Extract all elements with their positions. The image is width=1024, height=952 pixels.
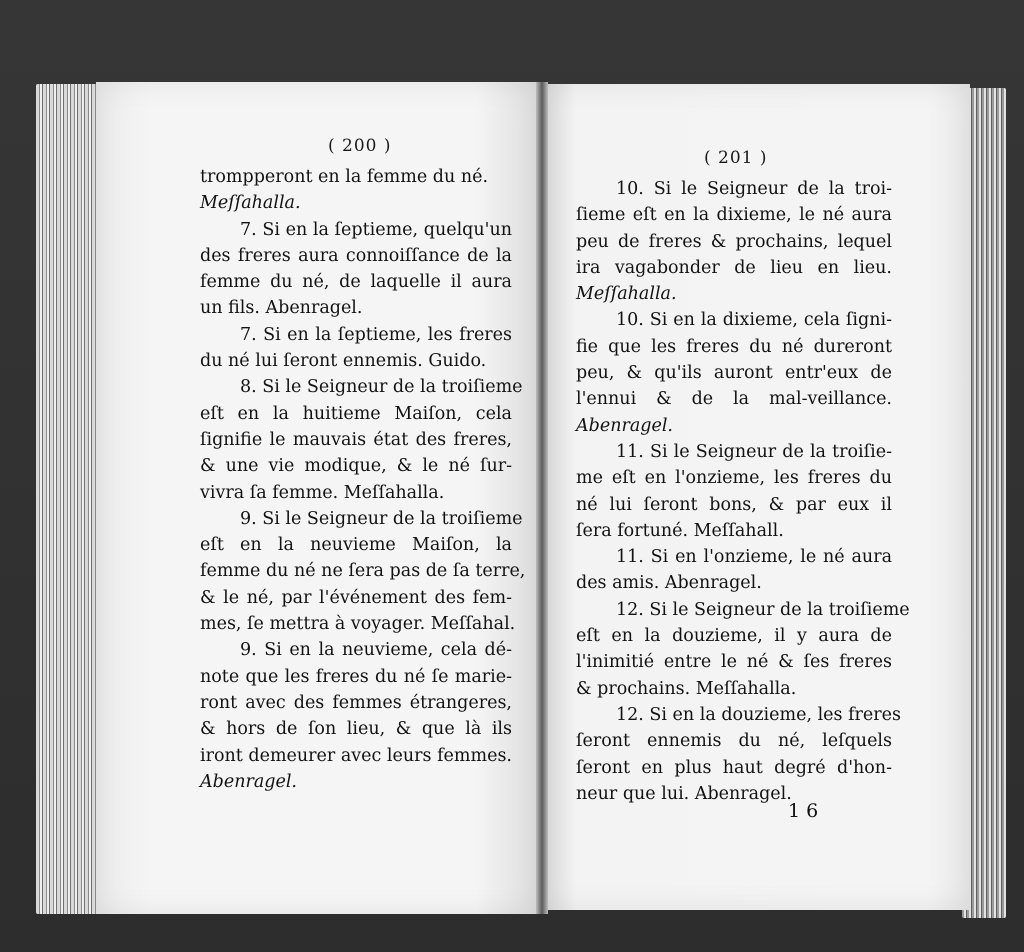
text-line: neur que lui. Abenragel.	[576, 783, 792, 804]
text-line: ſieme eſt en la dixieme, le né aura	[576, 205, 892, 226]
text-line: mes, ſe mettra à voyager. Meſſahal.	[200, 614, 516, 635]
text-line: né lui ſeront bons, & par eux il	[576, 494, 892, 515]
text-line: Meſſahalla.	[200, 193, 301, 214]
text-line: 9. Si le Seigneur de la troiſieme	[240, 508, 523, 529]
text-line: 12. Si en la douzieme, les freres	[616, 704, 901, 725]
text-line: & une vie modique, & le né ſur-	[200, 456, 512, 477]
text-line: 11. Si le Seigneur de la troiſie-	[616, 441, 892, 462]
text-line: du né lui ſeront ennemis. Guido.	[200, 351, 487, 372]
text-line: note que les freres du né ſe marie-	[200, 666, 512, 687]
text-line: eſt en la neuvieme Maiſon, la	[200, 535, 512, 556]
text-line: femme du né ne ſera pas de ſa terre,	[200, 561, 526, 582]
text-line: 8. Si le Seigneur de la troiſieme	[240, 377, 523, 398]
text-line: & prochains. Meſſahalla.	[576, 678, 797, 699]
text-line: 10. Si le Seigneur de la troi-	[616, 179, 892, 199]
text-line: eſt en la douzieme, il y aura de	[576, 626, 892, 647]
text-line: 10. Si en la dixieme, cela ſigni-	[616, 310, 892, 331]
book-gutter	[536, 82, 548, 914]
text-line: 12. Si le Seigneur de la troiſieme	[616, 599, 910, 620]
text-line: Abenragel.	[200, 771, 297, 792]
text-line: ront avec des femmes étrangeres,	[200, 692, 512, 713]
text-line: ſignifie le mauvais état des freres,	[200, 429, 512, 450]
text-line: des freres aura connoiſſance de la	[200, 245, 512, 266]
text-line: ſeront en plus haut degré d'hon-	[576, 757, 892, 778]
text-line: eſt en la huitieme Maiſon, cela	[200, 403, 512, 424]
text-line: un fils. Abenragel.	[200, 298, 363, 319]
text-line: peu de freres & prochains, lequel	[576, 231, 892, 252]
signature-mark: 16	[788, 800, 825, 822]
text-line: femme du né, de laquelle il aura	[200, 272, 512, 293]
text-line: ſeront ennemis du né, leſquels	[576, 731, 892, 752]
text-line: l'ennui & de la mal-veillance.	[576, 389, 892, 410]
text-line: ira vagabonder de lieu en lieu.	[576, 257, 892, 278]
text-line: Abenragel.	[576, 415, 673, 436]
text-line: 11. Si en l'onzieme, le né aura	[616, 547, 892, 568]
right-page-number: ( 201 )	[704, 148, 768, 168]
text-line: me eſt en l'onzieme, les freres du	[576, 468, 892, 489]
text-line: des amis. Abenragel.	[576, 573, 762, 594]
text-line: fie que les freres du né dureront	[576, 336, 892, 357]
text-line: trompperont en la femme du né.	[200, 167, 489, 187]
text-line: & le né, par l'événement des fem-	[200, 587, 512, 608]
text-line: l'inimitié entre le né & ſes freres	[576, 652, 892, 673]
text-line: iront demeurer avec leurs femmes.	[200, 745, 512, 766]
left-page-text	[200, 164, 526, 795]
text-line: ſera fortuné. Meſſahall.	[576, 520, 784, 541]
text-line: 9. Si en la neuvieme, cela dé-	[240, 640, 512, 661]
text-line: & hors de ſon lieu, & que là ils	[200, 719, 512, 740]
right-page-text	[576, 176, 910, 807]
left-page-number: ( 200 )	[328, 136, 392, 156]
text-line: Meſſahalla.	[576, 284, 677, 305]
text-line: vivra ſa femme. Meſſahalla.	[200, 482, 445, 503]
text-line: peu, & qu'ils auront entr'eux de	[576, 363, 892, 384]
text-line: 7. Si en la ſeptieme, les freres	[240, 324, 512, 345]
text-line: 7. Si en la ſeptieme, quelqu'un	[240, 219, 512, 240]
